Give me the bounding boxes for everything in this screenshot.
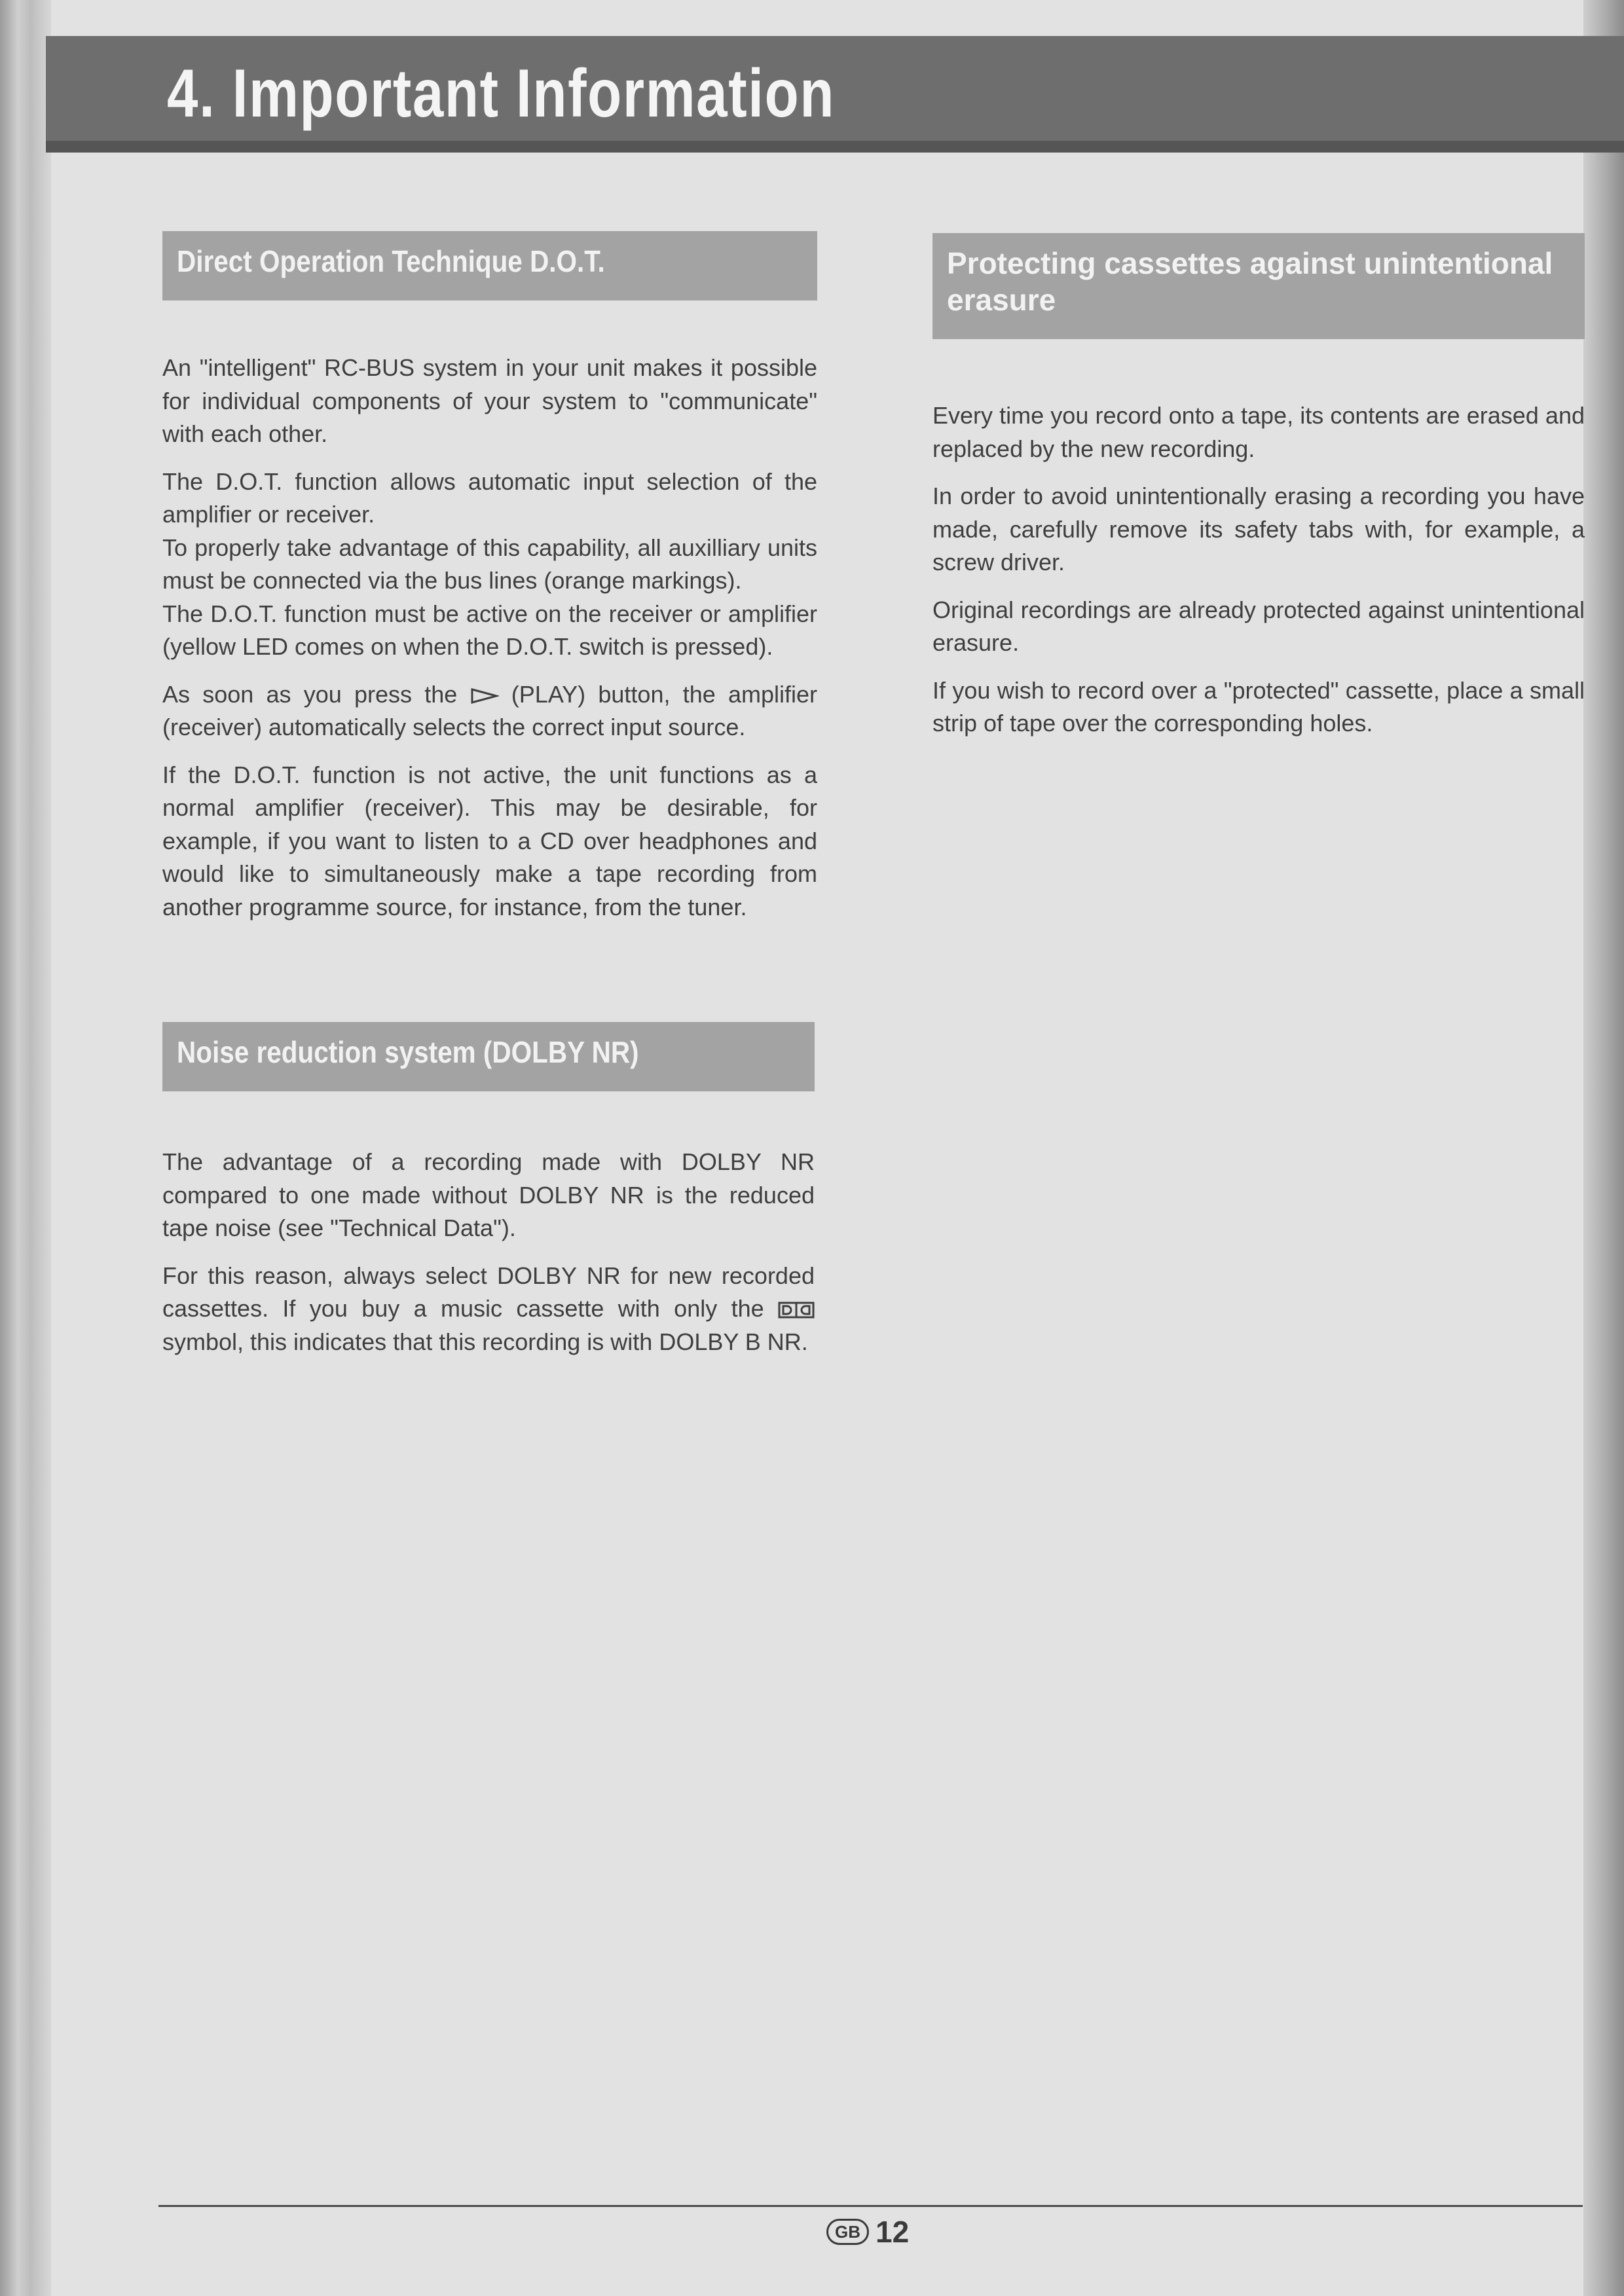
- page-number: 12: [876, 2215, 910, 2249]
- dot-paragraph-3: As soon as you press the (PLAY) button, the amplifier (receiver) automatically selects the correct input source.: [162, 680, 817, 740]
- protect-paragraph-2: In order to avoid unintentionally erasing a recording you have made, carefully remove its safety tabs with, for example, a screw driver.: [932, 483, 1585, 575]
- section-heading-protect: Protecting cassettes against unintentional erasure: [932, 233, 1585, 339]
- section-heading-dot: Direct Operation Technique D.O.T.: [162, 231, 817, 301]
- dolby-section-body: [162, 1146, 815, 1373]
- chapter-title: 4. Important Information: [167, 56, 836, 132]
- binding-spine: [0, 0, 51, 2296]
- page-footer: [826, 2214, 909, 2250]
- dot-section-body: [162, 352, 817, 938]
- section-heading-dolby: Noise reduction system (DOLBY NR): [162, 1022, 815, 1091]
- dolby-paragraph-1: The advantage of a recording made with DOLBY NR compared to one made without DOLBY NR is the reduced tape noise (see "Technical Data").: [162, 1148, 815, 1241]
- protect-paragraph-1: Every time you record onto a tape, its contents are erased and replaced by the new recording.: [932, 402, 1585, 462]
- protect-paragraph-4: If you wish to record over a "protected" cassette, place a small strip of tape over the corresponding holes.: [932, 676, 1585, 737]
- dot-paragraph-1: An "intelligent" RC-BUS system in your unit makes it possible for individual components of your system to "communicate" with each other.: [162, 354, 817, 447]
- page-right-edge: [1583, 0, 1624, 2296]
- dolby-paragraph-2: For this reason, always select DOLBY NR for new recorded cassettes. If you buy a music cassette with only the symbol, this indicates that this recording is with DOLBY B NR.: [162, 1262, 815, 1355]
- footer-rule: [158, 2205, 1583, 2207]
- language-badge: GB: [826, 2219, 869, 2245]
- dot-paragraph-4: If the D.O.T. function is not active, the unit functions as a normal amplifier (receiver). This may be desirable, for example, if you want to listen to a CD over headphones and would like to simultaneously make a tape recording from another programme source, for instance, from the tuner.: [162, 761, 817, 920]
- dolby-double-d-icon: [778, 1302, 815, 1319]
- protect-paragraph-3: Original recordings are already protected against unintentional erasure.: [932, 596, 1585, 656]
- play-icon: [470, 687, 499, 704]
- dot-paragraph-2: The D.O.T. function allows automatic input selection of the amplifier or receiver. To properly take advantage of this capability, all auxilliary units must be connected via the bus lines (orange markings). The D.O.T. function must be active on the receiver or amplifier (yellow LED comes on when the D.O.T. switch is pressed).: [162, 467, 817, 660]
- protect-section-body: [932, 399, 1585, 755]
